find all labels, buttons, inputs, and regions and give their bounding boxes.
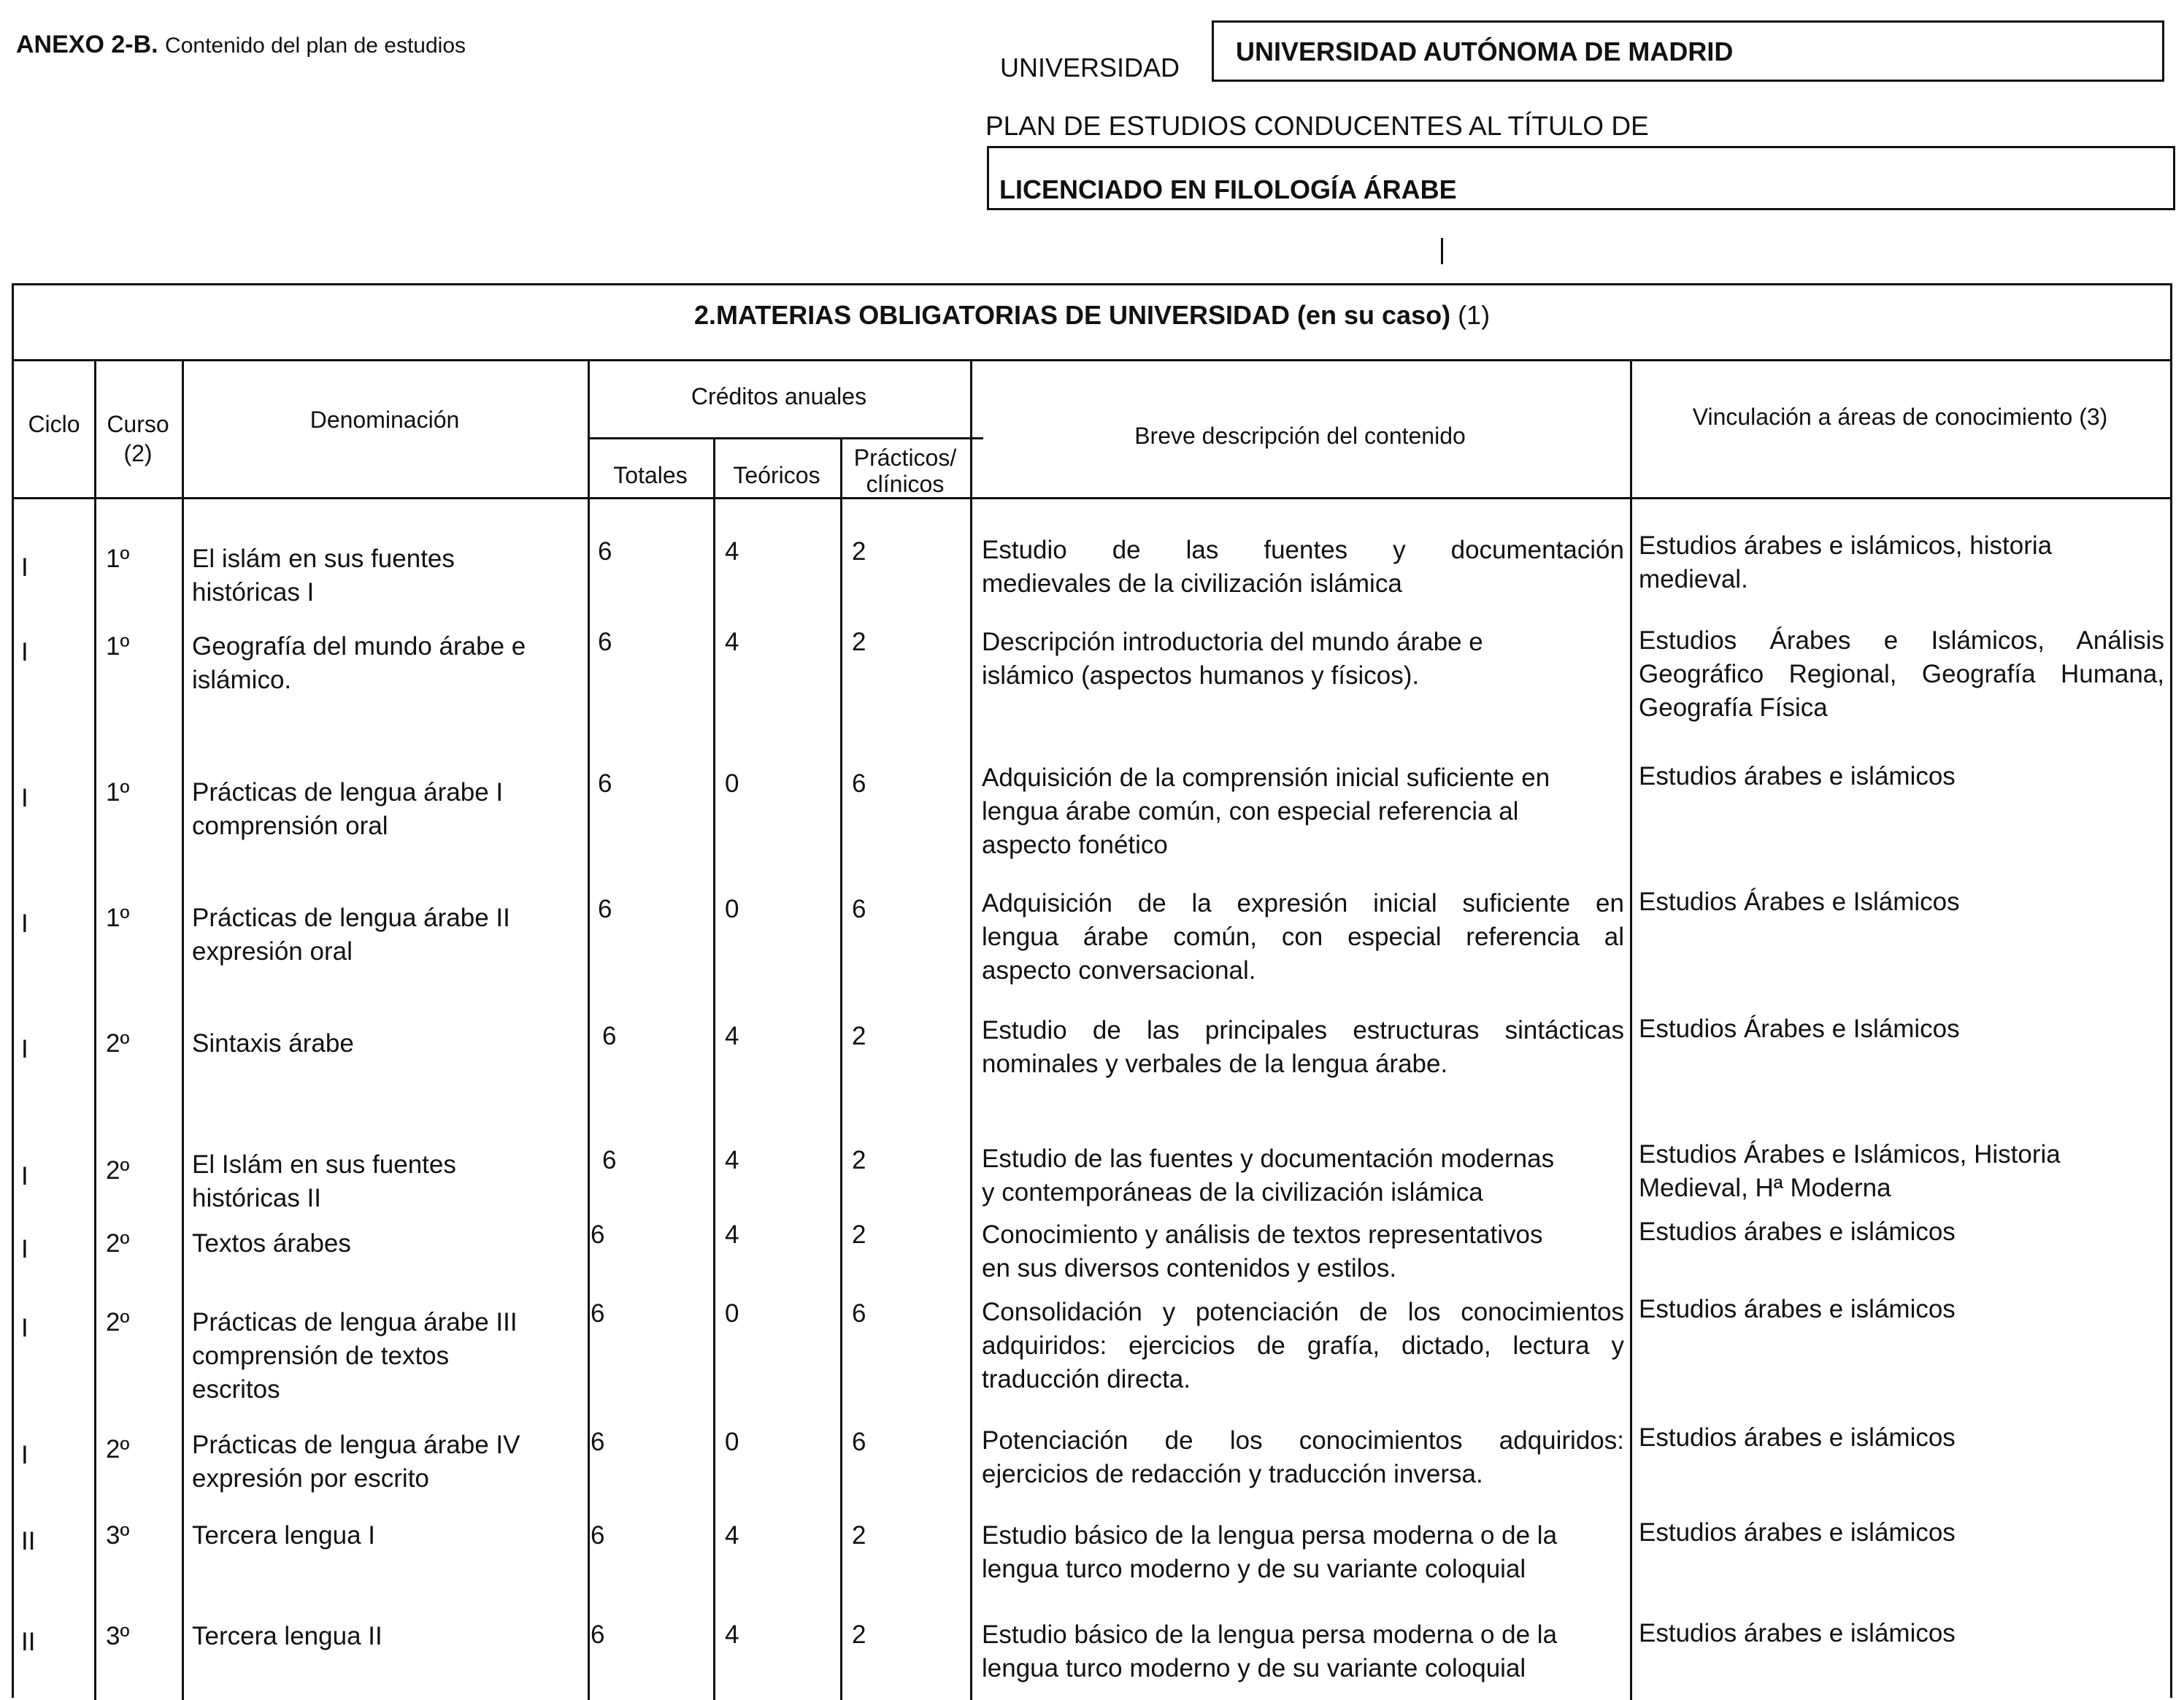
row-vinculacion <box>1639 1138 2164 1205</box>
row-ciclo: II <box>21 1527 36 1555</box>
row-vinculacion <box>1639 1617 2164 1650</box>
row-creditos-practicos: 2 <box>852 1521 866 1550</box>
row-creditos-teoricos: 4 <box>725 1220 739 1249</box>
row-denominacion-line: Textos árabes <box>192 1229 351 1258</box>
row-curso: 2º <box>106 1229 130 1258</box>
col-divider-denominacion <box>588 361 590 1700</box>
section-title <box>14 285 2170 361</box>
annex-label: ANEXO 2-B. <box>16 31 158 58</box>
row-ciclo: I <box>21 553 28 582</box>
row-ciclo: I <box>21 1235 28 1264</box>
row-descripcion <box>982 534 1624 601</box>
row-curso: 2º <box>106 1308 130 1336</box>
row-denominacion-line: comprensión de textos <box>192 1342 450 1370</box>
row-creditos-practicos: 6 <box>852 1299 866 1328</box>
row-descripcion-line: Adquisición de la comprensión inicial suficiente en <box>982 764 1550 792</box>
row-denominacion <box>192 1027 354 1061</box>
row-creditos-practicos: 6 <box>852 769 866 798</box>
row-ciclo: I <box>21 784 28 812</box>
row-vinculacion-line: Estudios árabes e islámicos <box>1639 1218 1956 1246</box>
row-denominacion-line: históricas I <box>192 578 315 607</box>
col-header-curso-label: Curso <box>107 411 169 437</box>
col-header-clinicos-label: clínicos <box>866 471 945 497</box>
row-descripcion-line: aspecto fonético <box>982 831 1168 859</box>
row-creditos-practicos: 6 <box>852 895 866 923</box>
row-creditos-totales: 6 <box>602 1022 617 1050</box>
row-descripcion-line: Estudio de las principales estructuras sintácticas <box>982 1016 1624 1045</box>
row-creditos-teoricos: 0 <box>725 769 739 798</box>
row-creditos-practicos: 2 <box>852 1022 866 1050</box>
row-denominacion-line: escritos <box>192 1375 280 1404</box>
university-name: UNIVERSIDAD AUTÓNOMA DE MADRID <box>1236 36 1734 66</box>
row-vinculacion <box>1639 885 2164 919</box>
row-denominacion-line: expresión oral <box>192 937 353 966</box>
row-denominacion <box>192 1148 456 1215</box>
row-ciclo: I <box>21 909 28 938</box>
row-vinculacion-line: medieval. <box>1639 565 1748 593</box>
row-creditos-totales: 6 <box>591 1428 605 1456</box>
row-creditos-teoricos: 4 <box>725 1620 739 1649</box>
row-vinculacion-line: Geografía Física <box>1639 693 1828 722</box>
row-descripcion-line: adquiridos: ejercicios de grafía, dictado, lectura y <box>982 1331 1624 1360</box>
col-header-denominacion: Denominación <box>309 407 460 433</box>
row-descripcion <box>982 887 1624 988</box>
credits-subheader-rule <box>589 437 983 439</box>
row-creditos-practicos: 2 <box>852 1620 866 1649</box>
row-descripcion-line: Estudio básico de la lengua persa moderna o de la <box>982 1620 1558 1649</box>
row-curso: 3º <box>106 1622 130 1650</box>
row-denominacion-line: Sintaxis árabe <box>192 1029 354 1058</box>
row-vinculacion <box>1639 760 2164 793</box>
row-curso: 1º <box>106 904 130 932</box>
row-creditos-practicos: 2 <box>852 1220 866 1249</box>
row-ciclo: I <box>21 1314 28 1342</box>
row-creditos-teoricos: 0 <box>725 1299 739 1328</box>
row-descripcion <box>982 1142 1624 1209</box>
row-denominacion-line: Prácticas de lengua árabe IV <box>192 1431 520 1459</box>
col-header-practicos <box>840 445 970 497</box>
row-curso: 1º <box>106 545 130 573</box>
row-ciclo: I <box>21 638 28 666</box>
row-denominacion-line: Tercera lengua I <box>192 1521 375 1550</box>
row-denominacion <box>192 542 455 609</box>
row-descripcion <box>982 1296 1624 1396</box>
row-denominacion <box>192 1227 351 1261</box>
col-divider-ciclo <box>94 361 96 1700</box>
row-curso: 1º <box>106 778 130 807</box>
row-vinculacion-line: Estudios árabes e islámicos <box>1639 1518 1956 1547</box>
row-descripcion <box>982 1218 1624 1285</box>
row-curso: 2º <box>106 1156 130 1185</box>
row-vinculacion <box>1639 529 2164 596</box>
row-creditos-totales: 6 <box>598 769 612 798</box>
row-descripcion-line: ejercicios de redacción y traducción inversa. <box>982 1460 1483 1488</box>
tick-mark <box>1441 238 1443 264</box>
row-creditos-teoricos: 0 <box>725 895 739 923</box>
col-header-vinculacion: Vinculación a áreas de conocimiento (3) <box>1692 404 2108 430</box>
row-vinculacion-line: Estudios Árabes e Islámicos, Historia <box>1639 1140 2061 1169</box>
row-descripcion-line: y contemporáneas de la civilización islámica <box>982 1178 1483 1207</box>
row-descripcion-line: Estudio de las fuentes y documentación modernas <box>982 1145 1555 1173</box>
col-divider-teoricos <box>840 437 842 1700</box>
row-descripcion-line: lengua árabe común, con especial referencia al <box>982 923 1624 951</box>
row-descripcion-line: Potenciación de los conocimientos adquiridos: <box>982 1426 1624 1455</box>
row-descripcion-line: medievales de la civilización islámica <box>982 569 1402 598</box>
row-denominacion-line: Prácticas de lengua árabe I <box>192 778 504 807</box>
row-denominacion-line: Prácticas de lengua árabe II <box>192 904 510 932</box>
row-denominacion-line: El islám en sus fuentes <box>192 545 455 573</box>
row-creditos-practicos: 6 <box>852 1428 866 1456</box>
row-creditos-teoricos: 0 <box>725 1428 739 1456</box>
row-creditos-totales: 6 <box>598 537 612 566</box>
row-ciclo: I <box>21 1441 28 1469</box>
row-descripcion-line: Consolidación y potenciación de los conocimientos <box>982 1298 1624 1326</box>
row-descripcion <box>982 626 1624 693</box>
row-creditos-totales: 6 <box>591 1620 605 1649</box>
plan-label: PLAN DE ESTUDIOS CONDUCENTES AL TÍTULO DE <box>985 111 1649 141</box>
row-descripcion-line: Estudio básico de la lengua persa moderna o de la <box>982 1521 1558 1550</box>
row-vinculacion <box>1639 624 2164 725</box>
row-creditos-practicos: 2 <box>852 628 866 656</box>
row-descripcion-line: islámico (aspectos humanos y físicos). <box>982 661 1420 690</box>
row-descripcion-line: lengua turco moderno y de su variante coloquial <box>982 1654 1526 1682</box>
row-creditos-practicos: 2 <box>852 537 866 566</box>
row-vinculacion <box>1639 1215 2164 1249</box>
row-denominacion <box>192 1428 520 1496</box>
row-denominacion-line: comprensión oral <box>192 812 388 840</box>
row-vinculacion-line: Estudios árabes e islámicos <box>1639 1295 1956 1323</box>
col-divider-totales <box>713 437 715 1700</box>
row-creditos-teoricos: 4 <box>725 1521 739 1550</box>
row-creditos-teoricos: 4 <box>725 628 739 656</box>
row-creditos-teoricos: 4 <box>725 1022 739 1050</box>
row-descripcion <box>982 1424 1624 1491</box>
row-creditos-totales: 6 <box>602 1146 617 1174</box>
row-denominacion-line: históricas II <box>192 1184 321 1212</box>
row-descripcion-line: lengua árabe común, con especial referencia al <box>982 797 1519 826</box>
row-descripcion-line: en sus diversos contenidos y estilos. <box>982 1254 1397 1282</box>
row-denominacion-line: islámico. <box>192 666 292 694</box>
row-curso: 3º <box>106 1521 130 1550</box>
row-curso: 2º <box>106 1435 130 1464</box>
row-creditos-totales: 6 <box>598 628 612 656</box>
col-divider-descripcion <box>1630 361 1632 1700</box>
row-vinculacion-line: Estudios Árabes e Islámicos <box>1639 888 1960 916</box>
row-curso: 2º <box>106 1029 130 1058</box>
row-descripcion-line: aspecto conversacional. <box>982 956 1256 985</box>
row-vinculacion <box>1639 1012 2164 1046</box>
row-denominacion <box>192 901 510 969</box>
row-denominacion-line: Tercera lengua II <box>192 1622 382 1650</box>
col-header-descripcion: Breve descripción del contenido <box>1134 423 1466 449</box>
row-denominacion <box>192 1519 375 1553</box>
row-denominacion-line: El Islám en sus fuentes <box>192 1150 456 1179</box>
subjects-table <box>12 283 2172 1698</box>
row-denominacion <box>192 1620 382 1653</box>
row-denominacion-line: Prácticas de lengua árabe III <box>192 1308 518 1336</box>
university-name-box <box>1212 20 2164 82</box>
row-creditos-totales: 6 <box>598 895 612 923</box>
row-descripcion-line: Estudio de las fuentes y documentación <box>982 536 1624 564</box>
row-creditos-teoricos: 4 <box>725 537 739 566</box>
col-divider-practicos <box>970 361 972 1700</box>
row-descripcion-line: Adquisición de la expresión inicial suficiente en <box>982 889 1624 918</box>
row-vinculacion-line: Medieval, Hª Moderna <box>1639 1174 1891 1202</box>
row-descripcion <box>982 761 1624 862</box>
header-bottom-rule <box>14 497 2170 499</box>
row-descripcion-line: traducción directa. <box>982 1365 1191 1393</box>
row-denominacion-line: Geografía del mundo árabe e <box>192 632 526 661</box>
section-title-note: (1) <box>1450 300 1491 330</box>
row-creditos-totales: 6 <box>591 1220 605 1249</box>
row-creditos-teoricos: 4 <box>725 1146 739 1174</box>
row-descripcion-line: lengua turco moderno y de su variante coloquial <box>982 1555 1526 1583</box>
annex-subtitle: Contenido del plan de estudios <box>165 34 466 58</box>
university-label: UNIVERSIDAD <box>1000 53 1180 82</box>
row-vinculacion <box>1639 1421 2164 1455</box>
row-ciclo: II <box>21 1628 36 1656</box>
row-vinculacion-line: Geográfico Regional, Geografía Humana, <box>1639 660 2164 688</box>
row-vinculacion <box>1639 1516 2164 1550</box>
col-header-curso <box>94 409 182 468</box>
col-header-creditos: Créditos anuales <box>691 383 867 409</box>
row-ciclo: I <box>21 1035 28 1064</box>
row-descripcion-line: Conocimiento y análisis de textos representativos <box>982 1220 1543 1249</box>
row-creditos-totales: 6 <box>591 1299 605 1328</box>
section-title-bold: 2.MATERIAS OBLIGATORIAS DE UNIVERSIDAD (en su caso) <box>693 300 1451 330</box>
row-curso: 1º <box>106 632 130 661</box>
row-descripcion-line: nominales y verbales de la lengua árabe. <box>982 1050 1448 1078</box>
row-denominacion <box>192 776 503 843</box>
row-vinculacion-line: Estudios árabes e islámicos, historia <box>1639 531 2053 560</box>
row-vinculacion <box>1639 1293 2164 1326</box>
row-denominacion <box>192 1306 518 1407</box>
row-creditos-totales: 6 <box>591 1521 605 1550</box>
row-denominacion <box>192 630 526 697</box>
row-descripcion-line: Descripción introductoria del mundo árabe e <box>982 628 1483 656</box>
row-vinculacion-line: Estudios árabes e islámicos <box>1639 1423 1956 1452</box>
row-descripcion <box>982 1014 1624 1081</box>
degree-title: LICENCIADO EN FILOLOGÍA ÁRABE <box>999 174 1457 204</box>
col-header-teoricos: Teóricos <box>733 462 820 488</box>
row-vinculacion-line: Estudios árabes e islámicos <box>1639 1619 1956 1647</box>
col-header-practicos-label: Prácticos/ <box>853 445 957 471</box>
row-vinculacion-line: Estudios Árabes e Islámicos, Análisis <box>1639 626 2164 655</box>
row-ciclo: I <box>21 1162 28 1191</box>
col-header-ciclo: Ciclo <box>28 411 80 437</box>
col-header-totales: Totales <box>613 462 688 488</box>
row-creditos-practicos: 2 <box>852 1146 866 1174</box>
row-denominacion-line: expresión por escrito <box>192 1464 429 1493</box>
row-vinculacion-line: Estudios árabes e islámicos <box>1639 762 1956 791</box>
row-descripcion <box>982 1618 1624 1685</box>
row-descripcion <box>982 1519 1624 1586</box>
col-divider-curso <box>182 361 184 1700</box>
col-header-curso-note: (2) <box>123 440 153 466</box>
degree-title-box <box>987 146 2175 210</box>
annex-heading <box>16 31 466 59</box>
row-vinculacion-line: Estudios Árabes e Islámicos <box>1639 1015 1960 1043</box>
